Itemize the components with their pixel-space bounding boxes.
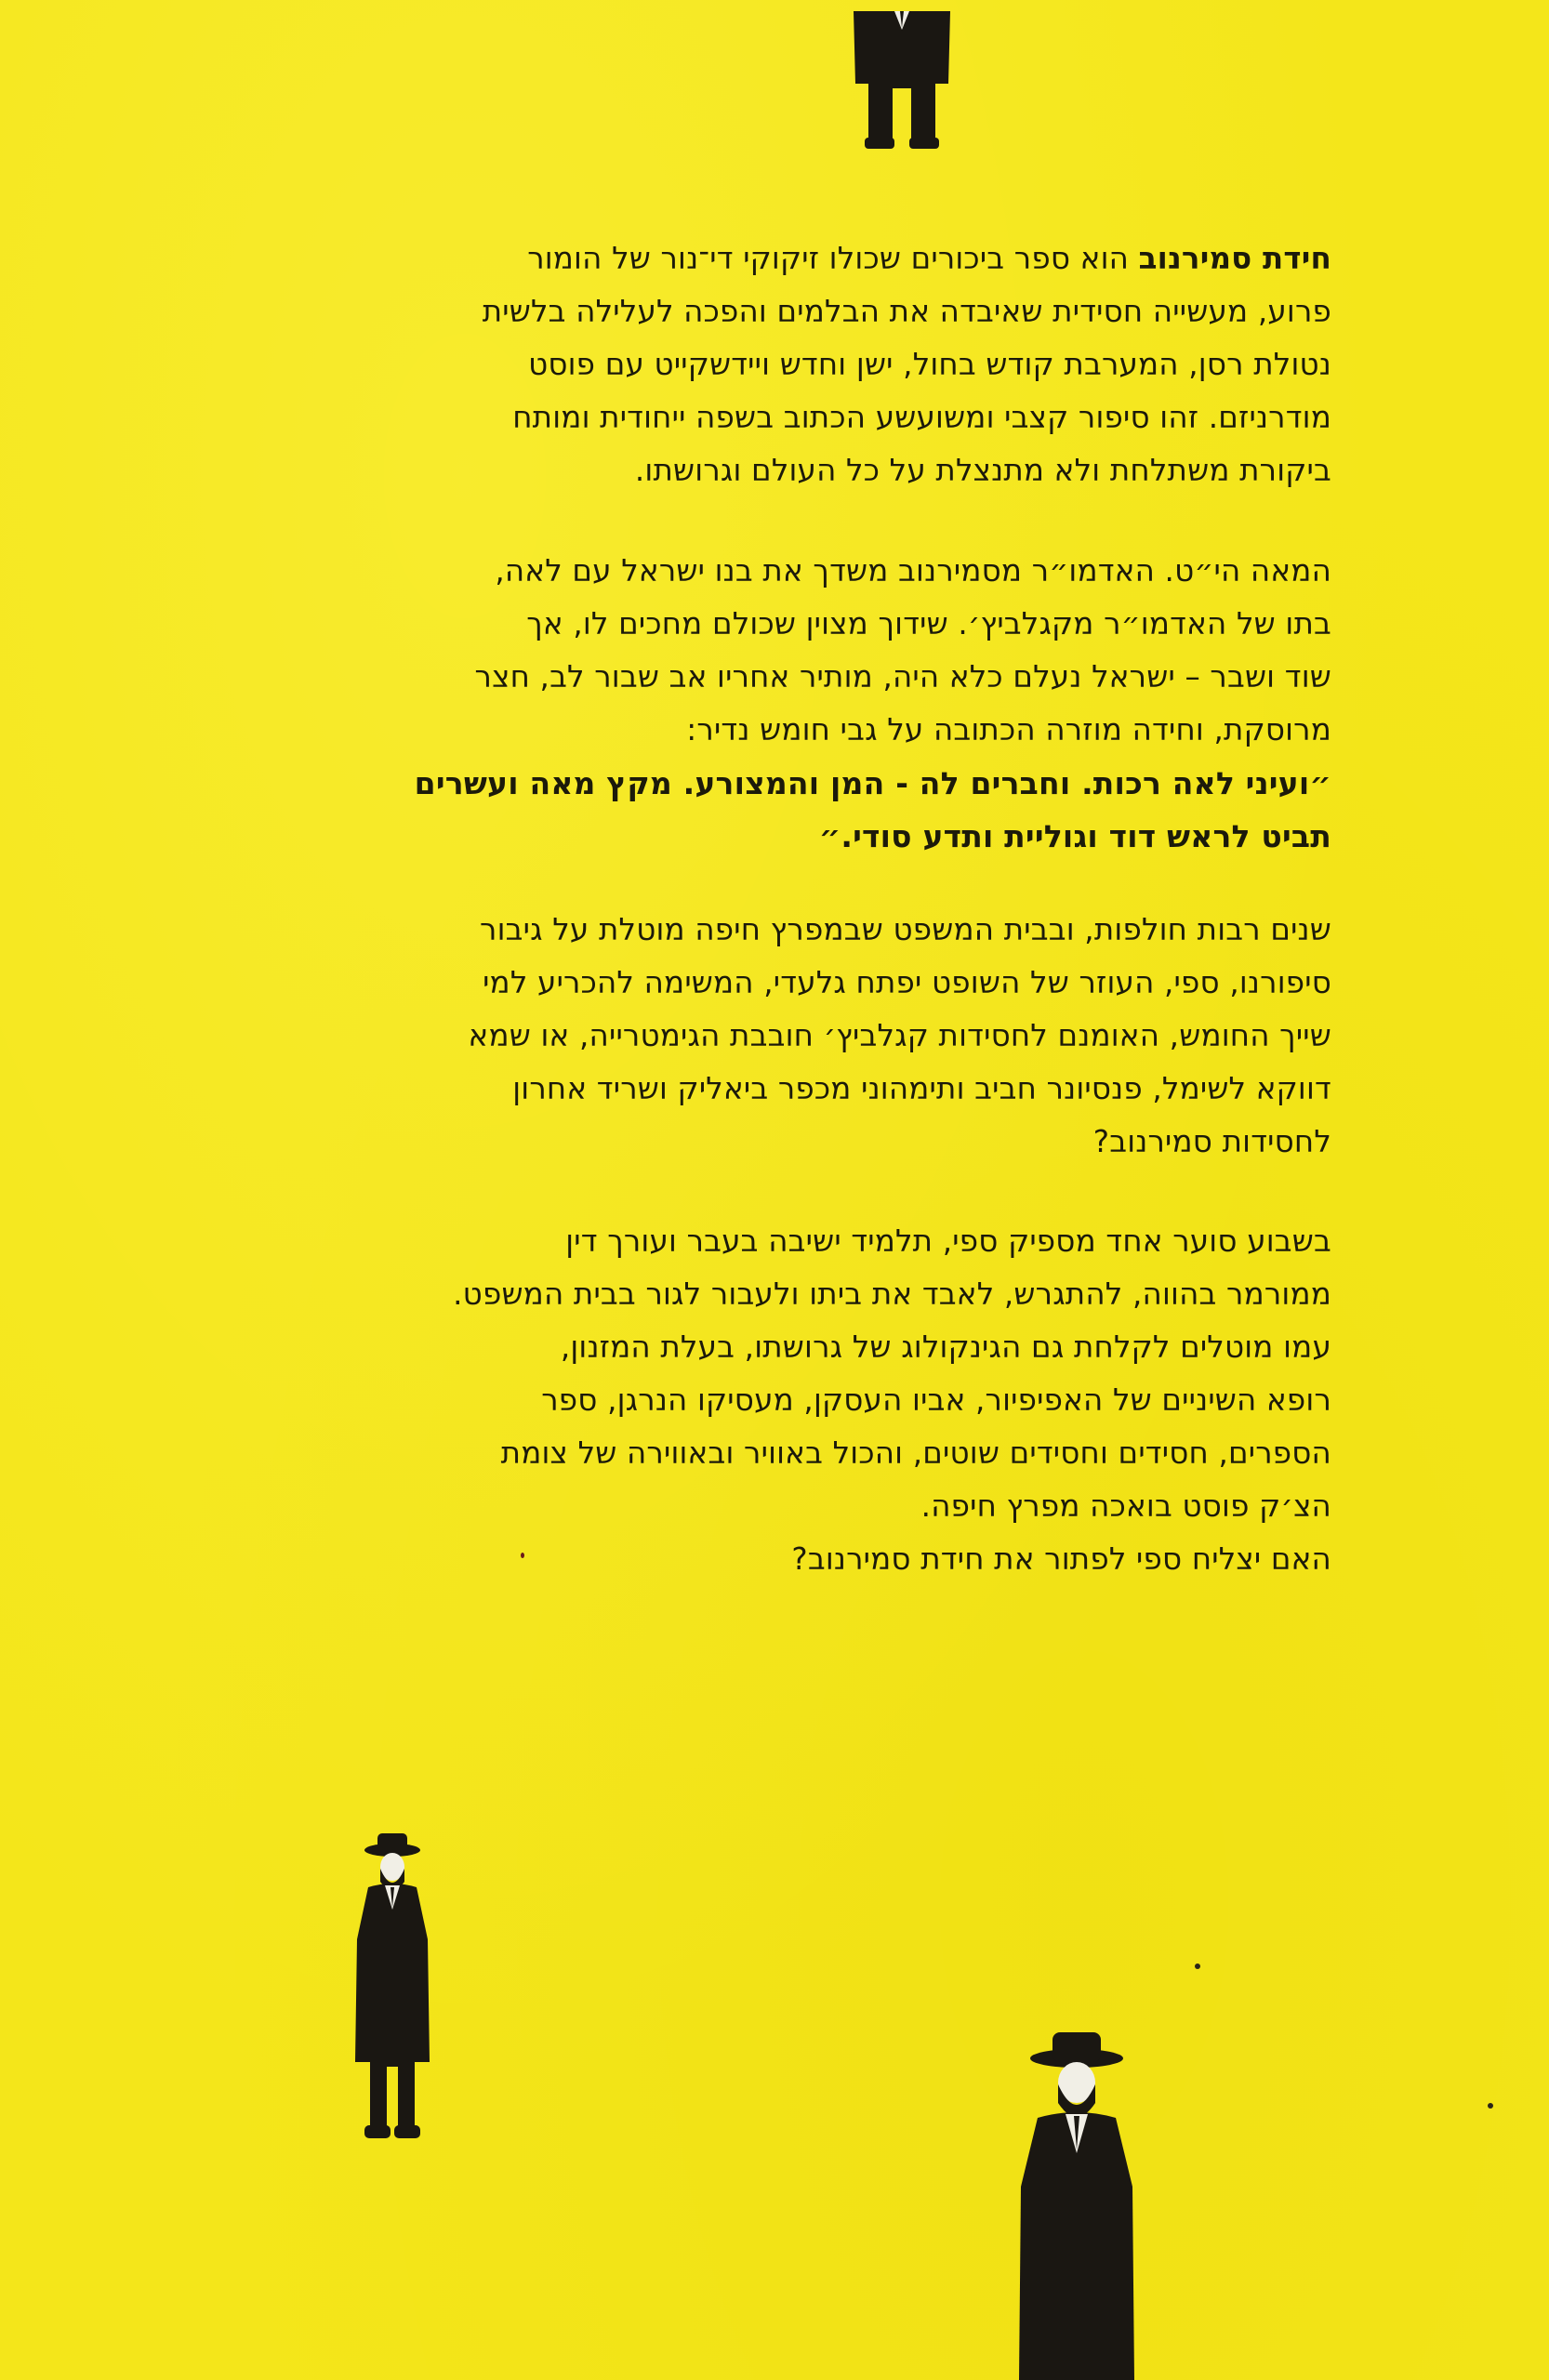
turmoil-line-2: ממורמר בהווה, להתגרש, לאבד את ביתו ולעבור לגור בבית המשפט. — [453, 1276, 1331, 1312]
hasidic-man-top-icon — [846, 0, 958, 153]
intro-line-4: מודרניזם. זהו סיפור קצבי ומשועשע הכתוב בשפה ייחודית ומותח — [512, 400, 1331, 435]
dust-speck — [521, 1553, 524, 1558]
plot-line-3: שוד ושבר – ישראל נעלם כלא היה, מותיר אחריו אב שבור לב, חצר — [474, 659, 1331, 694]
riddle-quote-line-2: תביט לראש דוד וגוליית ותדע סודי.״ — [818, 818, 1331, 854]
plot-line-4: מרוסקת, וחידה מוזרה הכתובה על גבי חומש נדיר: — [686, 712, 1331, 747]
turmoil-line-6: הצ׳ק פוסט בואכה מפרץ חיפה. — [920, 1488, 1331, 1524]
turmoil-paragraph — [271, 1215, 1331, 1586]
intro-line-1-text: הוא ספר ביכורים שכולו זיקוקי די־נור של הומור — [527, 241, 1139, 276]
hasidic-man-bottom-right-icon — [993, 2029, 1160, 2380]
turmoil-line-1: בשבוע סוער אחד מספיק ספי, תלמיד ישיבה בעבר ועורך דין — [565, 1223, 1331, 1259]
intro-line-5: ביקורת משתלחת ולא מתנצלת על כל העולם וגרושתו. — [634, 453, 1331, 488]
court-line-1: שנים רבות חולפות, ובבית המשפט שבמפרץ חיפה מוטלת על גיבור — [480, 912, 1331, 947]
plot-line-1: המאה הי״ט. האדמו״ר מסמירנוב משדך את בנו ישראל עם לאה, — [495, 553, 1331, 588]
turmoil-line-5: הספרים, חסידים וחסידים שוטים, והכול באוויר ובאווירה של צומת — [500, 1435, 1331, 1471]
hasidic-man-bottom-left-icon — [337, 1830, 448, 2146]
court-line-2: סיפורנו, ספי, העוזר של השופט יפתח גלעדי, המשימה להכריע למי — [483, 965, 1331, 1000]
riddle-quote-line-1: ״ועיני לאה רכות. וחברים לה - המן והמצורע. מקץ מאה ועשרים — [414, 765, 1331, 801]
plot-paragraph — [271, 545, 1331, 863]
dust-speck — [1488, 2103, 1493, 2109]
intro-paragraph — [271, 232, 1331, 497]
turmoil-line-3: עמו מוטלים לקלחת גם הגינקולוג של גרושתו, בעלת המזנון, — [560, 1329, 1331, 1365]
court-line-5: לחסידות סמירנוב? — [1092, 1124, 1331, 1159]
intro-line-3: נטולת רסן, המערבת קודש בחול, ישן וחדש ויידשקייט עם פוסט — [528, 347, 1331, 382]
turmoil-line-4: רופא השיניים של האפיפיור, אביו העסקן, מעסיקו הנרגן, ספר — [541, 1382, 1331, 1418]
court-paragraph — [271, 904, 1331, 1169]
intro-line-1 — [271, 232, 1331, 285]
court-line-3: שייך החומש, האומנם לחסידות קגלביץ׳ חובבת הגימטרייה, או שמא — [468, 1018, 1331, 1053]
closing-question: האם יצליח ספי לפתור את חידת סמירנוב? — [791, 1541, 1331, 1577]
court-line-4: דווקא לשימל, פנסיונר חביב ותימהוני מכפר ביאליק ושריד אחרון — [512, 1071, 1331, 1106]
plot-line-2: בתו של האדמו״ר מקגלביץ׳. שידוך מצוין שכולם מחכים לו, אך — [526, 606, 1331, 641]
dust-speck — [1195, 1964, 1200, 1969]
book-title: חידת סמירנוב — [1138, 241, 1331, 276]
intro-line-2: פרוע, מעשייה חסידית שאיבדה את הבלמים והפכה לעלילה בלשית — [482, 294, 1331, 329]
